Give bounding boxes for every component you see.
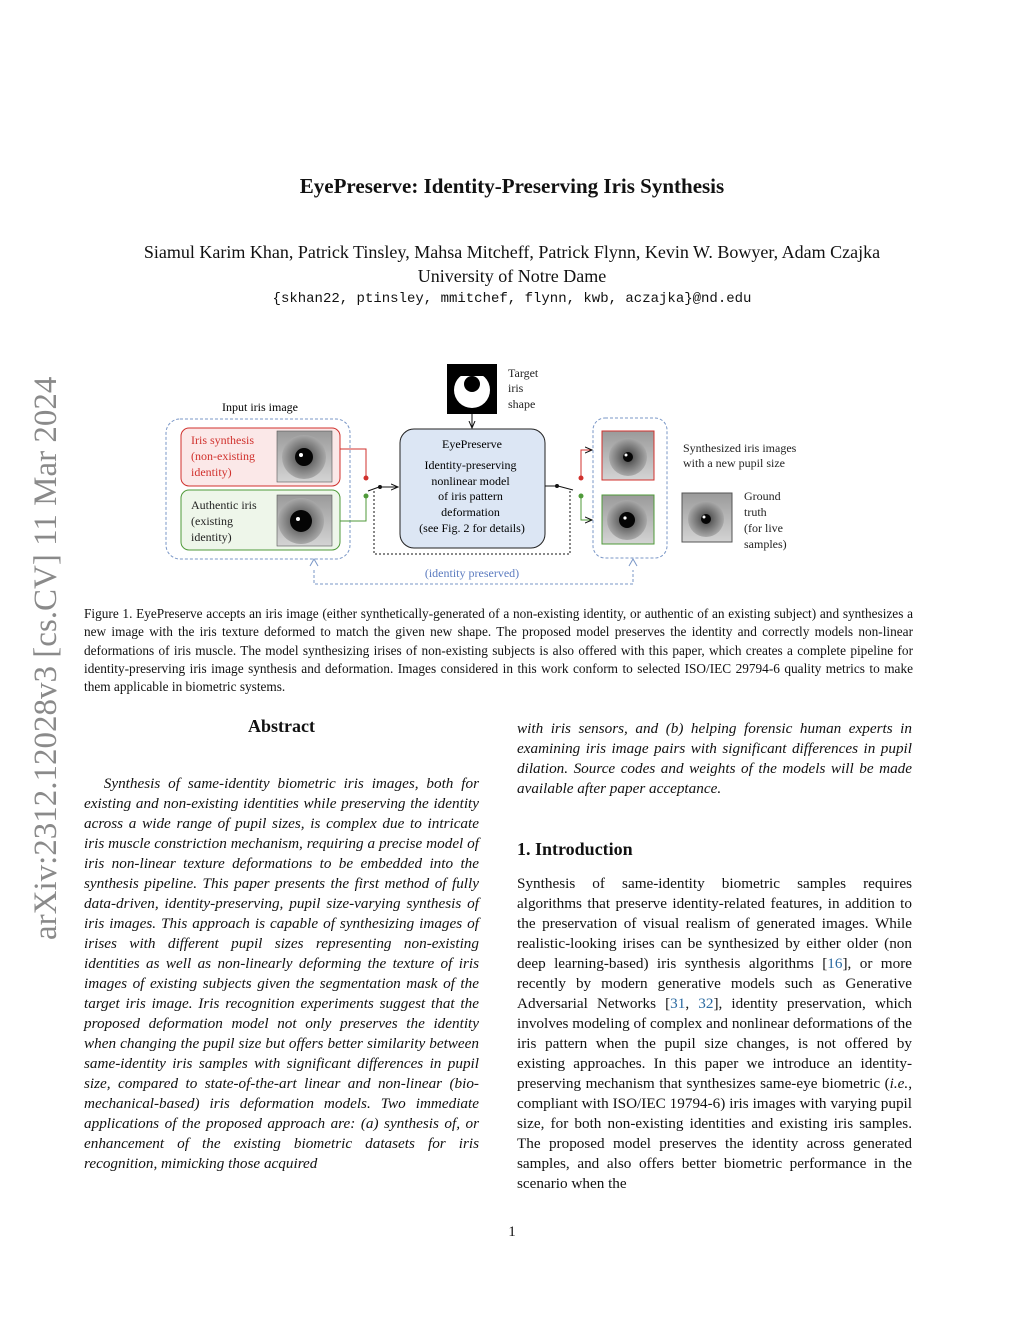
author-list: Siamul Karim Khan, Patrick Tinsley, Mahsa Mitcheff, Patrick Flynn, Kevin W. Bowyer, Adam Czajka [143,242,881,262]
synthesis-connector [340,449,366,477]
identity-arrowhead-right [629,559,637,566]
target-label: Target iris shape [508,366,539,411]
synthesis-switch-dot [364,476,369,481]
output-synthesis-connector [581,450,592,477]
citation-link[interactable]: 31 [670,995,686,1012]
arxiv-identifier: arXiv:2312.12028v3 [cs.CV] 11 Mar 2024 [28,376,64,940]
page-number: 1 [508,1224,516,1240]
paper-title: EyePreserve: Identity-Preserving Iris Synthesis [299,174,725,198]
target-shape-image [447,364,497,414]
figure-caption: Figure 1. EyePreserve accepts an iris image (either synthetically-generated of a non-existing identity, or authentic of an existing subject) and synthesizes a new image with the iris texture deformed to match the given new shape. The proposed model preserves the identity and correctly models non-linear deformations of iris muscle. The model synthesizing irises of non-existing subjects is also offered with this paper, which creates a complete pipeline for identity-preserving iris image synthesis and deformation. Images considered in this work conform to selected ISO/IEC 29794-6 quality metrics to make them applicable in biometric systems. [84,606,913,695]
ground-truth-image [682,493,732,542]
author-emails: {skhan22, ptinsley, mmitchef, flynn, kwb, aczajka}@nd.edu [272,291,752,307]
synthesized-iris-image-1 [602,431,654,480]
authentic-connector [340,497,366,521]
output-authentic-connector [581,497,592,520]
input-label: Input iris image [222,400,298,414]
output-switch [558,486,573,490]
citation-link[interactable]: 32 [698,995,714,1012]
affiliation: University of Notre Dame [417,266,607,286]
introduction-heading: 1. Introduction [517,839,633,859]
synthetic-iris-image [277,431,332,482]
authentic-switch-dot [364,494,369,499]
synthesis-label: Iris synthesis (non-existing identity) [191,433,255,479]
authentic-iris-image [277,495,332,546]
introduction-body: Synthesis of same-identity biometric samples requires algorithms that preserve identity-related features, in addition to the preservation of visual realism of generated images. While realistic-looking irises can be synthesized by either older (non deep learning-based) iris synthesis algorithms [16], or more recently by modern generative models such as Generative Adversarial Networks [31, 32], identity preservation, which involves modeling of complex and nonlinear deformations of the iris pattern when the pupil size changes, is not offered by existing approaches. In this paper we introduce an identity-preserving mechanism that synthesizes same-eye biometric (i.e., compliant with ISO/IEC 19794-6) iris images with varying pupil size, for both non-existing identities and existing iris samples. The proposed model preserves the identity across generated samples, and also offers better biometric performance in the scenario when the [517,875,913,1192]
identity-preserved-label: (identity preserved) [424,566,520,580]
identity-arrowhead-left [310,559,318,566]
input-switch [368,487,379,491]
authentic-label: Authentic iris (existing identity) [191,498,257,544]
abstract-body: Synthesis of same-identity biometric iris images, both for existing and non-existing identities while preserving the identity across a wide range of pupil sizes, is complex due to intricate iris muscle constriction mechanism, requiring a precise model of iris non-linear texture deformations to be embedded into the synthesis pipeline. This paper presents the first method of fully data-driven, identity-preserving, pupil size-varying synthesis of iris images. This approach is capable of synthesizing images of irises with different pupil sizes representing non-existing identities as well as non-linearly deforming the texture of iris images of existing subjects given the segmentation mask of the target iris image. Iris recognition experiments suggest that the proposed deformation model not only preserves the identity when changing the pupil size but offers better similarity between same-identity iris samples with significant differences in pupil size, compared to state-of-the-art linear and non-linear (bio-mechanical-based) iris deformation models. Two immediate applications of the proposed approach are: (a) synthesis of, or enhancement of the existing biometric datasets for iris recognition, mimicking those acquired [84,775,479,1172]
abstract-continuation: with iris sensors, and (b) helping forensic human experts in examining iris image pairs with significant differences in pupil dilation. Source codes and weights of the models will be made available after paper acceptance. [517,720,912,797]
abstract-heading: Abstract [248,716,315,736]
synthesized-iris-image-2 [602,495,654,544]
citation-link[interactable]: 16 [827,955,843,972]
model-description: Identity-preserving nonlinear model of iris pattern deformation (see Fig. 2 for details) [419,458,525,535]
model-title: EyePreserve [442,437,502,451]
ground-truth-label: Ground truth (for live samples) [744,489,787,551]
output-label: Synthesized iris images with a new pupil size [683,441,797,470]
figure-1-diagram [160,360,860,590]
